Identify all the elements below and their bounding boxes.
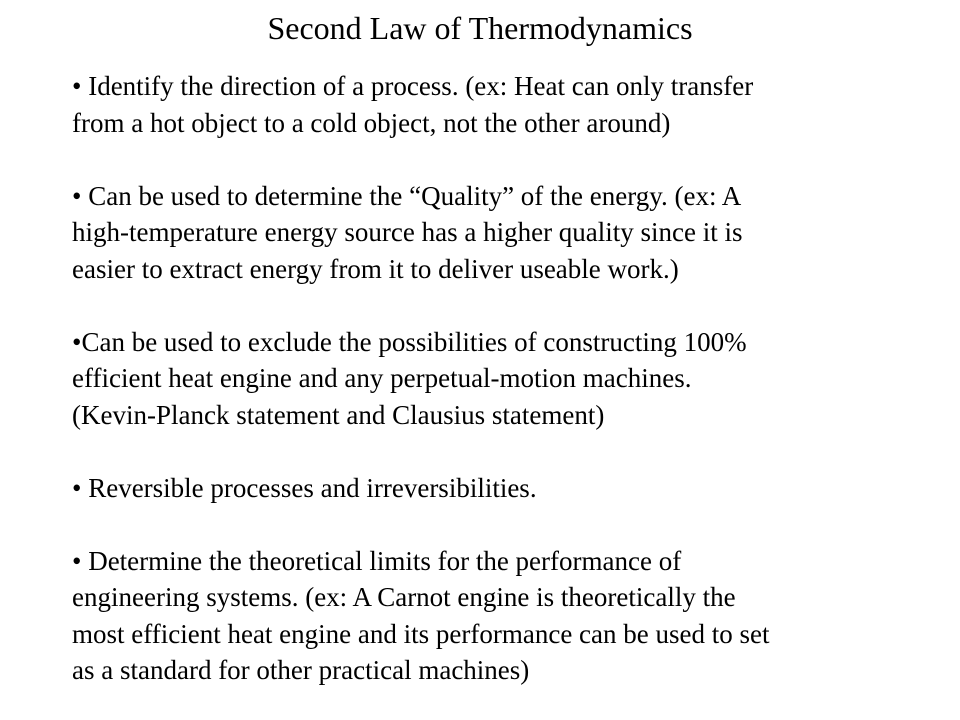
bullet-item-reversible-processes xyxy=(72,470,902,507)
bullet-line: as a standard for other practical machines) xyxy=(72,655,530,685)
slide-title: Second Law of Thermodynamics xyxy=(267,10,693,46)
bullet-item-theoretical-limits xyxy=(72,543,902,689)
bullet-line: (Kevin-Planck statement and Clausius statement) xyxy=(72,399,605,430)
bullet-line: easier to extract energy from it to deliver useable work.) xyxy=(72,253,679,284)
bullet-line: engineering systems. (ex: A Carnot engine is theoretically the xyxy=(72,582,736,612)
bullet-item-exclude-perpetual-motion xyxy=(72,324,902,434)
bullet-item-quality-of-energy xyxy=(72,178,902,288)
bullet-line: from a hot object to a cold object, not the other around) xyxy=(72,107,671,138)
bullet-item-direction-of-process xyxy=(72,68,902,141)
bullet-line: • Determine the theoretical limits for the performance of xyxy=(72,545,682,576)
bullet-line: • Can be used to determine the “Quality” of the energy. (ex: A xyxy=(72,180,742,211)
bullet-line: efficient heat engine and any perpetual-motion machines. xyxy=(72,363,692,393)
bullet-line: high-temperature energy source has a higher quality since it is xyxy=(72,217,743,247)
bullet-list xyxy=(72,68,902,689)
bullet-line: • Reversible processes and irreversibilities. xyxy=(72,472,537,503)
bullet-line: •Can be used to exclude the possibilities of constructing 100% xyxy=(72,326,747,357)
bullet-line: most efficient heat engine and its performance can be used to set xyxy=(72,618,770,649)
bullet-line: • Identify the direction of a process. (ex: Heat can only transfer xyxy=(72,71,754,101)
